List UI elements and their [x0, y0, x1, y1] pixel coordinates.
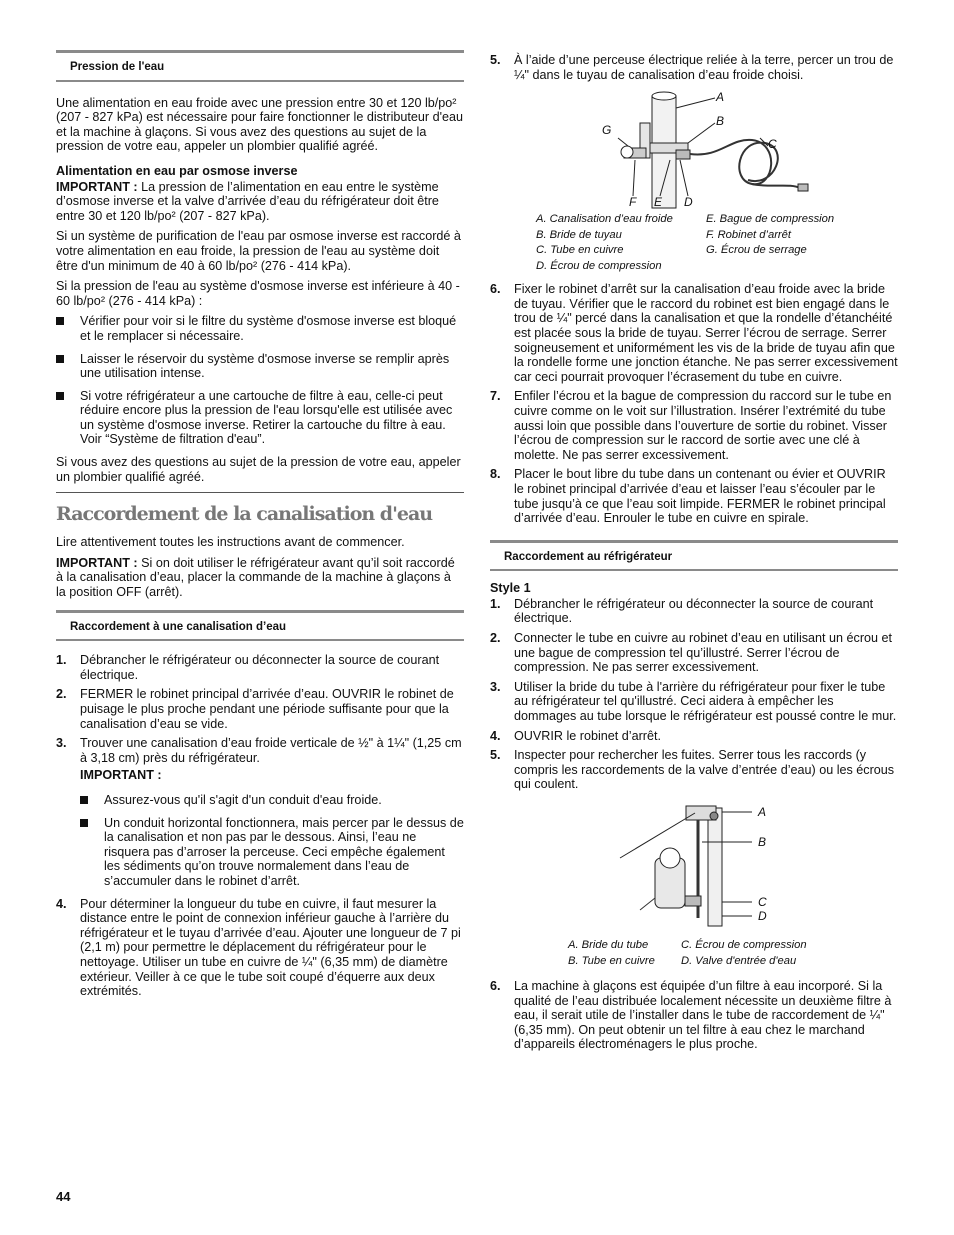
step-number: 3. [490, 679, 501, 694]
label-b: B [758, 835, 767, 849]
step3-bullets [80, 793, 464, 889]
pressure-paragraph: Une alimentation en eau froide avec une pression entre 30 et 120 lb/po² (207 - 827 kPa) est nécessaire pour faire fonctionner le distributeur d'eau et la machine à glaçons. Si vous avez des questions au sujet de la pression de votre eau, appeler un plombier qualifié agréé. [56, 95, 464, 154]
reverse-osmosis-bullets [56, 314, 464, 447]
list-item-text: Laisser le réservoir du système d'osmose inverse se remplir après une utilisation intense. [80, 351, 450, 381]
caption-item: A. Bride du tube [568, 939, 649, 951]
pipe-top [652, 92, 676, 100]
step-text: La machine à glaçons est équipée d’un filtre à eau incorporé. Si la qualité de l’eau distribuée localement nécessite un deuxième filtre à eau, il serait utile de l’installer dans le tube de raccordement de ¼" (6,35 mm). On peut obtenir un tel filtre à eau chez le marchand d’appareils électroménagers le plus proche. [514, 979, 892, 1052]
leader-line-d [680, 160, 688, 196]
section-header-water-line: Raccordement à une canalisation d’eau [56, 610, 464, 642]
caption-item: C. Tube en cuivre [536, 244, 624, 257]
step-item [56, 897, 464, 999]
step-item [490, 748, 898, 792]
water-line-steps [56, 653, 464, 998]
step-text: OUVRIR le robinet d’arrêt. [514, 728, 661, 743]
caption-item: B. Tube en cuivre [568, 954, 655, 967]
caption-item: E. Bague de compression [706, 213, 835, 226]
list-item-text: Vérifier pour voir si le filtre du système d'osmose inverse est bloqué et le remplacer si nécessaire. [80, 314, 457, 343]
right-column [490, 50, 898, 1058]
important-text: Si on doit utiliser le réfrigérateur avant qu’il soit raccordé à la canalisation d’eau, placer la commande de la machine à glaçons à la position OFF (arrêt). [56, 555, 455, 600]
reverse-osmosis-paragraph-4: Si vous avez des questions au sujet de la pression de votre eau, appeler un plombier qualifié agréé. [56, 455, 461, 484]
list-item [56, 352, 464, 381]
bullet-square-icon [56, 392, 64, 400]
figure2-caption [568, 938, 898, 969]
fridge-bracket [708, 808, 722, 926]
step-number: 5. [490, 748, 501, 763]
step-item [490, 979, 898, 1052]
fridge-steps [490, 597, 898, 792]
step-text: Pour déterminer la longueur du tube en cuivre, il faut mesurer la distance entre le point de connexion inférieur gauche à l’arrière du réfrigérateur et le tuyau d’arrivée d’eau. Ajouter une longueur de 7 pi (2,1 m) pour permettre le déplacement du réfrigérateur pour le nettoyage. Utiliser un tube en cuivre de ¼" (6,35 mm) de diamètre extérieur. Veiller à ce que le tube soit coupé d’équerre aux deux extrémités. [80, 896, 461, 999]
copper-tube-end [752, 184, 800, 188]
caption-row [536, 243, 898, 259]
section-title-water-line-connection: Raccordement de la canalisation d'eau [56, 492, 464, 525]
label-c: C [768, 137, 777, 152]
tube-end-fitting [798, 184, 808, 191]
step-item [490, 680, 898, 724]
step-text: Débrancher le réfrigérateur ou déconnecter la source de courant électrique. [80, 653, 440, 682]
list-item-text: Si votre réfrigérateur a une cartouche de filtre à eau, celle-ci peut réduire encore plus la pression de l'eau lorsqu'elle est utilisée avec un système d'osmose inverse. Retirer la cartouche du filtre à eau. Voir “Système de filtration d'eau”. [80, 388, 453, 447]
caption-item: F. Robinet d’arrêt [706, 228, 791, 241]
figure1-caption [536, 212, 898, 274]
step-text: Inspecter pour rechercher les fuites. Serrer tous les raccords (y compris les raccordements de la valve d’entrée d’eau) ou les écrous qui coulent. [514, 748, 895, 792]
compression-nut [685, 896, 701, 906]
label-b: B [716, 114, 725, 129]
drill-step [490, 53, 898, 82]
step-item [490, 467, 898, 525]
step-item [56, 736, 464, 888]
list-item [56, 314, 464, 343]
step-item [56, 687, 464, 731]
step-item [490, 597, 898, 626]
caption-row [568, 954, 898, 970]
bullet-square-icon [56, 317, 64, 325]
section-header-water-pressure: Pression de l'eau [56, 50, 464, 82]
connection-important [56, 556, 464, 600]
label-a: A [716, 90, 725, 105]
step-text: Fixer le robinet d’arrêt sur la canalisation d’eau froide avec la bride de tuyau. Vérifier que le raccord du robinet est bien engagé dans le trou de ¼" percé dans la canalisation et que la rondelle d’étanchéité est placée sous la bride de tuyau. Serrer l’écrou de serrage. Serrer soigneusement et uniformément les vis de la bride de tuyau afin que la rondelle forme une jonction étanche. Ne pas serrer excessivement car ceci pourrait provoquer l’écrasement du tube en cuivre. [514, 282, 898, 384]
reverse-osmosis-important [56, 180, 464, 224]
important-label: IMPORTANT : [56, 555, 138, 570]
caption-item: B. Bride de tuyau [536, 228, 622, 241]
label-a: A [758, 805, 767, 819]
caption-item: C. Écrou de compression [681, 939, 807, 951]
caption-item: D. Valve d'entrée d'eau [681, 954, 797, 967]
reverse-osmosis-paragraph-3: Si la pression de l'eau au système d'osmose inverse est inférieure à 40 - 60 lb/po² (276 - 414 kPa) : [56, 279, 460, 308]
caption-row [536, 212, 898, 228]
step3-important-block [80, 768, 464, 888]
list-item [80, 793, 464, 808]
leader-line-a [676, 98, 715, 108]
step-item [490, 282, 898, 384]
step-item [490, 631, 898, 675]
bullet-square-icon [80, 819, 88, 827]
style-1-title: Style 1 [490, 581, 531, 596]
caption-item: G. Écrou de serrage [706, 244, 807, 257]
valve-steps [490, 282, 898, 526]
label-g: G [602, 123, 612, 138]
caption-row [536, 228, 898, 244]
valve-coil [660, 848, 680, 868]
reverse-osmosis-paragraph-2: Si un système de purification de l'eau par osmose inverse est raccordé à votre alimentation en eau froide, la pression de l'eau au système doit être d'un minimum de 40 à 60 lb/po² (276 - 414 kPa). [56, 229, 461, 273]
caption-item: A. Canalisation d’eau froide [536, 213, 673, 226]
step-number: 6. [490, 979, 501, 993]
step-number: 3. [56, 736, 67, 751]
step-text: Enfiler l’écrou et la bague de compression du raccord sur le tube en cuivre comme on le voit sur l’illustration. Insérer l’extrémité du tube aussi loin que possible dans l’ouverture de sortie du robinet. Visser l’écrou de compression sur le raccord de sortie avec une clé à molette. Ne pas serrer excessivement. [514, 389, 892, 462]
shutoff-valve-figure [490, 88, 898, 212]
compression-nut [676, 150, 690, 159]
step-text: Placer le bout libre du tube dans un contenant ou évier et OUVRIR le robinet principal d’arrivée d’eau et laisser l’eau s’écouler par le tube jusqu’à ce que l’eau soit limpide. FERMER le robinet principal d’arrivée d’eau. Enrouler le tube en cuivre en spirale. [514, 467, 886, 526]
leader-line-g [618, 138, 628, 146]
caption-row [568, 938, 898, 954]
reverse-osmosis-title: Alimentation en eau par osmose inverse [56, 163, 298, 178]
step-number: 4. [56, 896, 67, 911]
shutoff-valve-illustration [490, 88, 898, 212]
step-item [56, 653, 464, 682]
filter-step [490, 979, 898, 1052]
step-text: Trouver une canalisation d’eau froide verticale de ½" à 1¼" (1,25 cm à 3,18 cm) près du réfrigérateur. [80, 736, 462, 765]
label-f: F [629, 195, 637, 210]
step-item [490, 729, 898, 744]
step-text: FERMER le robinet principal d’arrivée d’eau. OUVRIR le robinet de puisage le plus proche pendant une période suffisante pour que la canalisation d’eau se vide. [80, 687, 454, 731]
fridge-valve-figure [490, 798, 898, 938]
label-d: D [684, 195, 693, 210]
list-item [56, 389, 464, 447]
step-text: Débrancher le réfrigérateur ou déconnecter la source de courant électrique. [514, 596, 874, 626]
leader-line-b [688, 123, 715, 143]
copper-tube-coil [690, 140, 778, 184]
step-item [490, 53, 898, 82]
step-number: 1. [490, 596, 501, 611]
list-item [80, 816, 464, 889]
left-column [56, 50, 464, 1005]
step-text: À l’aide d’une perceuse électrique reliée à la terre, percer un trou de ¼" dans le tuyau de canalisation d’eau froide choisi. [514, 53, 894, 82]
step-text: Utiliser la bride du tube à l'arrière du réfrigérateur pour fixer le tube au réfrigérateur tel qu'illustré. Ceci aidera à empêcher les dommages au tube lorsque le réfrigérateur est poussé contre le mur. [514, 679, 897, 724]
step-number: 2. [490, 631, 501, 646]
list-item-text: Un conduit horizontal fonctionnera, mais percer par le dessus de la canalisation et non pas par le dessous. Ainsi, l’eau ne risquera pas d’arroser la perceuse. Ceci empêche également les sédiments qu’on trouve normalement dans l’eau de s’accumuler dans le robinet d’arrêt. [104, 815, 464, 888]
important-text: La pression de l’alimentation en eau entre le système d’osmose inverse et la valve d’arrivée d’eau du réfrigérateur doit être entre 30 et 120 lb/po² (207 - 827 kPa). [56, 179, 439, 223]
step-number: 7. [490, 389, 501, 404]
step-item [490, 389, 898, 462]
inlet-wire [640, 898, 655, 910]
fridge-valve-illustration [490, 798, 898, 938]
important-label: IMPORTANT : [56, 179, 138, 194]
section-header-fridge-connection: Raccordement au réfrigérateur [490, 540, 898, 572]
step-number: 4. [490, 728, 501, 743]
caption-row [536, 259, 898, 275]
clamp-screw [710, 812, 718, 820]
step3-important-label: IMPORTANT : [80, 768, 162, 783]
step-number: 2. [56, 687, 67, 702]
step-number: 5. [490, 53, 501, 67]
list-item-text: Assurez-vous qu'il s'agit d'un conduit d'eau froide. [104, 792, 382, 807]
label-e: E [654, 195, 663, 210]
bullet-square-icon [56, 355, 64, 363]
step-number: 8. [490, 467, 501, 482]
step-number: 6. [490, 282, 501, 297]
step-number: 1. [56, 653, 67, 668]
valve-handle [621, 146, 633, 158]
label-c: C [758, 895, 767, 909]
connection-intro: Lire attentivement toutes les instructions avant de commencer. [56, 535, 405, 550]
caption-item: D. Écrou de compression [536, 259, 662, 272]
bullet-square-icon [80, 796, 88, 804]
pointer-line [620, 813, 695, 858]
leader-line-f [633, 160, 635, 196]
page-number: 44 [56, 1189, 71, 1204]
label-d: D [758, 909, 767, 923]
step-text: Connecter le tube en cuivre au robinet d’eau en utilisant un écrou et une bague de compression tel qu’illustré. Serrer l’écrou de compression. Ne pas serrer excessivement. [514, 631, 893, 675]
